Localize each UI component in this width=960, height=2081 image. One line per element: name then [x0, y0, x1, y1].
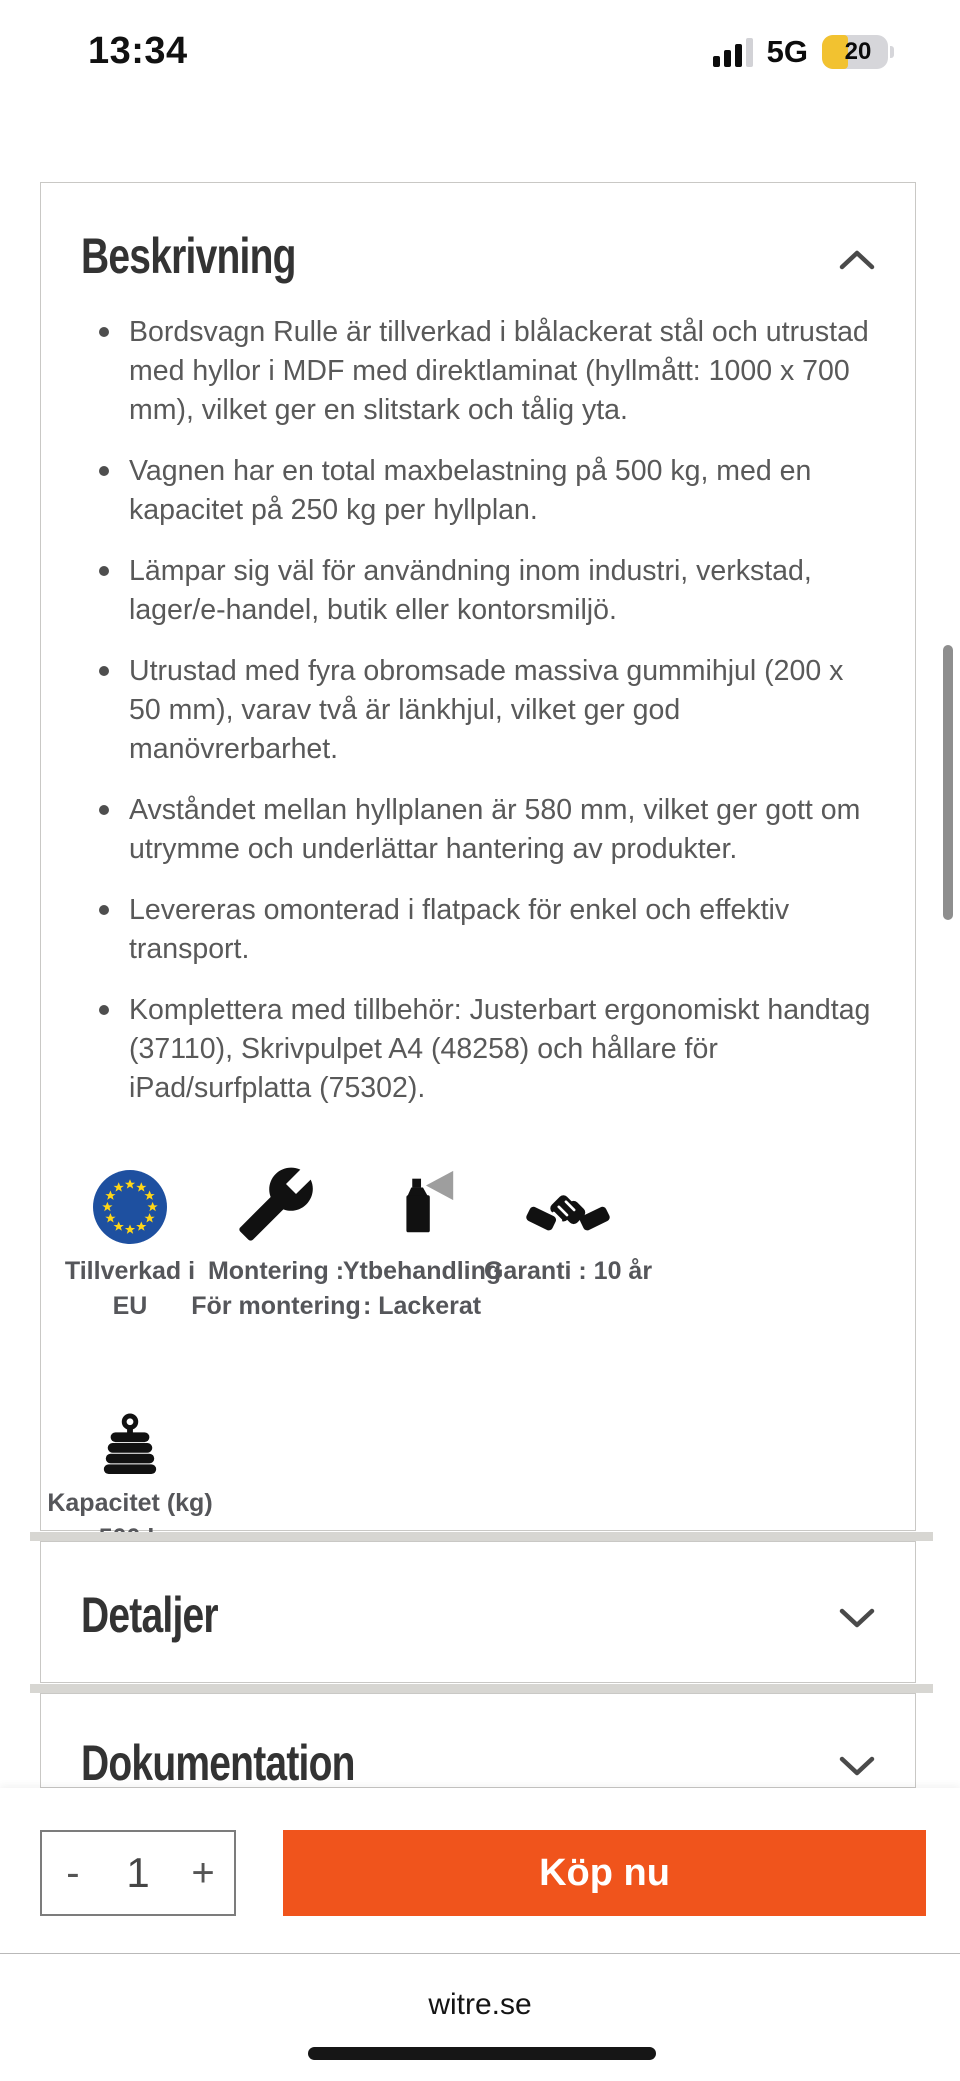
feature-label: Tillverkad i — [64, 1257, 196, 1285]
description-bullet-list — [41, 309, 915, 1108]
chevron-down-icon — [837, 1607, 877, 1630]
feature-label: EU — [112, 1292, 148, 1320]
feature-assembly — [191, 1148, 361, 1324]
buy-now-button[interactable]: Köp nu — [283, 1830, 926, 1916]
feature-label: : Lackerat — [362, 1292, 482, 1320]
quantity-stepper — [40, 1830, 236, 1916]
quantity-decrease-button[interactable]: - — [66, 1851, 80, 1895]
network-type-label: 5G — [766, 34, 808, 69]
documentation-accordion-card — [40, 1693, 916, 1788]
weight-icon — [99, 1412, 161, 1476]
details-accordion-card — [40, 1541, 916, 1683]
details-accordion-header[interactable] — [41, 1542, 915, 1668]
feature-warranty — [483, 1148, 653, 1324]
chevron-down-icon — [837, 1755, 877, 1778]
battery-percent: 20 — [844, 38, 872, 65]
bullet-item: Utrustad med fyra obromsade massiva gummihjul (200 x 50 mm), varav två är länkhjul, vilket ger god manövrerbarhet. — [97, 652, 875, 769]
quantity-increase-button[interactable]: + — [191, 1851, 215, 1895]
sticky-buy-bar — [0, 1788, 960, 1953]
feature-surface-treatment — [342, 1148, 502, 1324]
section-title-beskrivning: Beskrivning — [81, 228, 296, 284]
browser-footer — [0, 1953, 960, 2081]
section-title-detaljer: Detaljer — [81, 1587, 218, 1643]
bullet-item: Vagnen har en total maxbelastning på 500 kg, med en kapacitet på 250 kg per hyllplan. — [97, 452, 875, 530]
bullet-item: Avståndet mellan hyllplanen är 580 mm, vilket ger gott om utrymme och underlättar hantering av produkter. — [97, 791, 875, 869]
documentation-accordion-header[interactable] — [41, 1694, 915, 1788]
handshake-icon — [525, 1182, 611, 1244]
chevron-up-icon — [837, 248, 877, 271]
spray-can-icon — [383, 1166, 461, 1244]
feature-label: Garanti : 10 år — [483, 1257, 653, 1285]
feature-label: För montering — [191, 1292, 361, 1320]
scrollbar-thumb[interactable] — [943, 645, 953, 920]
feature-label: Ytbehandling — [342, 1257, 502, 1285]
status-time: 13:34 — [88, 30, 188, 72]
home-indicator[interactable] — [308, 2047, 656, 2060]
bullet-item: Lämpar sig väl för användning inom industri, verkstad, lager/e-handel, butik eller kontorsmiljö. — [97, 552, 875, 630]
bullet-item: Komplettera med tillbehör: Justerbart ergonomiskt handtag (37110), Skrivpulpet A4 (48258) och hållare för iPad/surfplatta (75302). — [97, 991, 875, 1108]
section-divider — [30, 1684, 933, 1693]
status-bar — [0, 0, 960, 100]
bullet-item: Levereras omonterad i flatpack för enkel och effektiv transport. — [97, 891, 875, 969]
section-divider — [30, 1532, 933, 1541]
feature-made-in-eu — [57, 1148, 203, 1324]
quantity-value[interactable]: 1 — [126, 1849, 150, 1896]
bullet-item: Bordsvagn Rulle är tillverkad i blålackerat stål och utrustad med hyllor i MDF med direktlaminat (hyllmått: 1000 x 700 mm), vilket ger en slitstark och tålig yta. — [97, 313, 875, 430]
signal-strength-icon — [713, 37, 753, 67]
feature-capacity — [47, 1380, 213, 1556]
feature-label: Montering : — [207, 1257, 345, 1285]
battery-icon — [822, 35, 888, 69]
site-url[interactable]: witre.se — [428, 1988, 532, 2021]
product-feature-badges-row — [57, 1148, 915, 1324]
eu-flag-icon — [93, 1170, 167, 1244]
wrench-icon — [236, 1164, 316, 1244]
product-feature-badges-row — [47, 1380, 915, 1556]
description-accordion-card — [40, 182, 916, 1531]
section-title-dokumentation: Dokumentation — [81, 1735, 355, 1788]
description-accordion-header[interactable] — [41, 183, 915, 309]
feature-label: Kapacitet (kg) — [47, 1489, 213, 1517]
